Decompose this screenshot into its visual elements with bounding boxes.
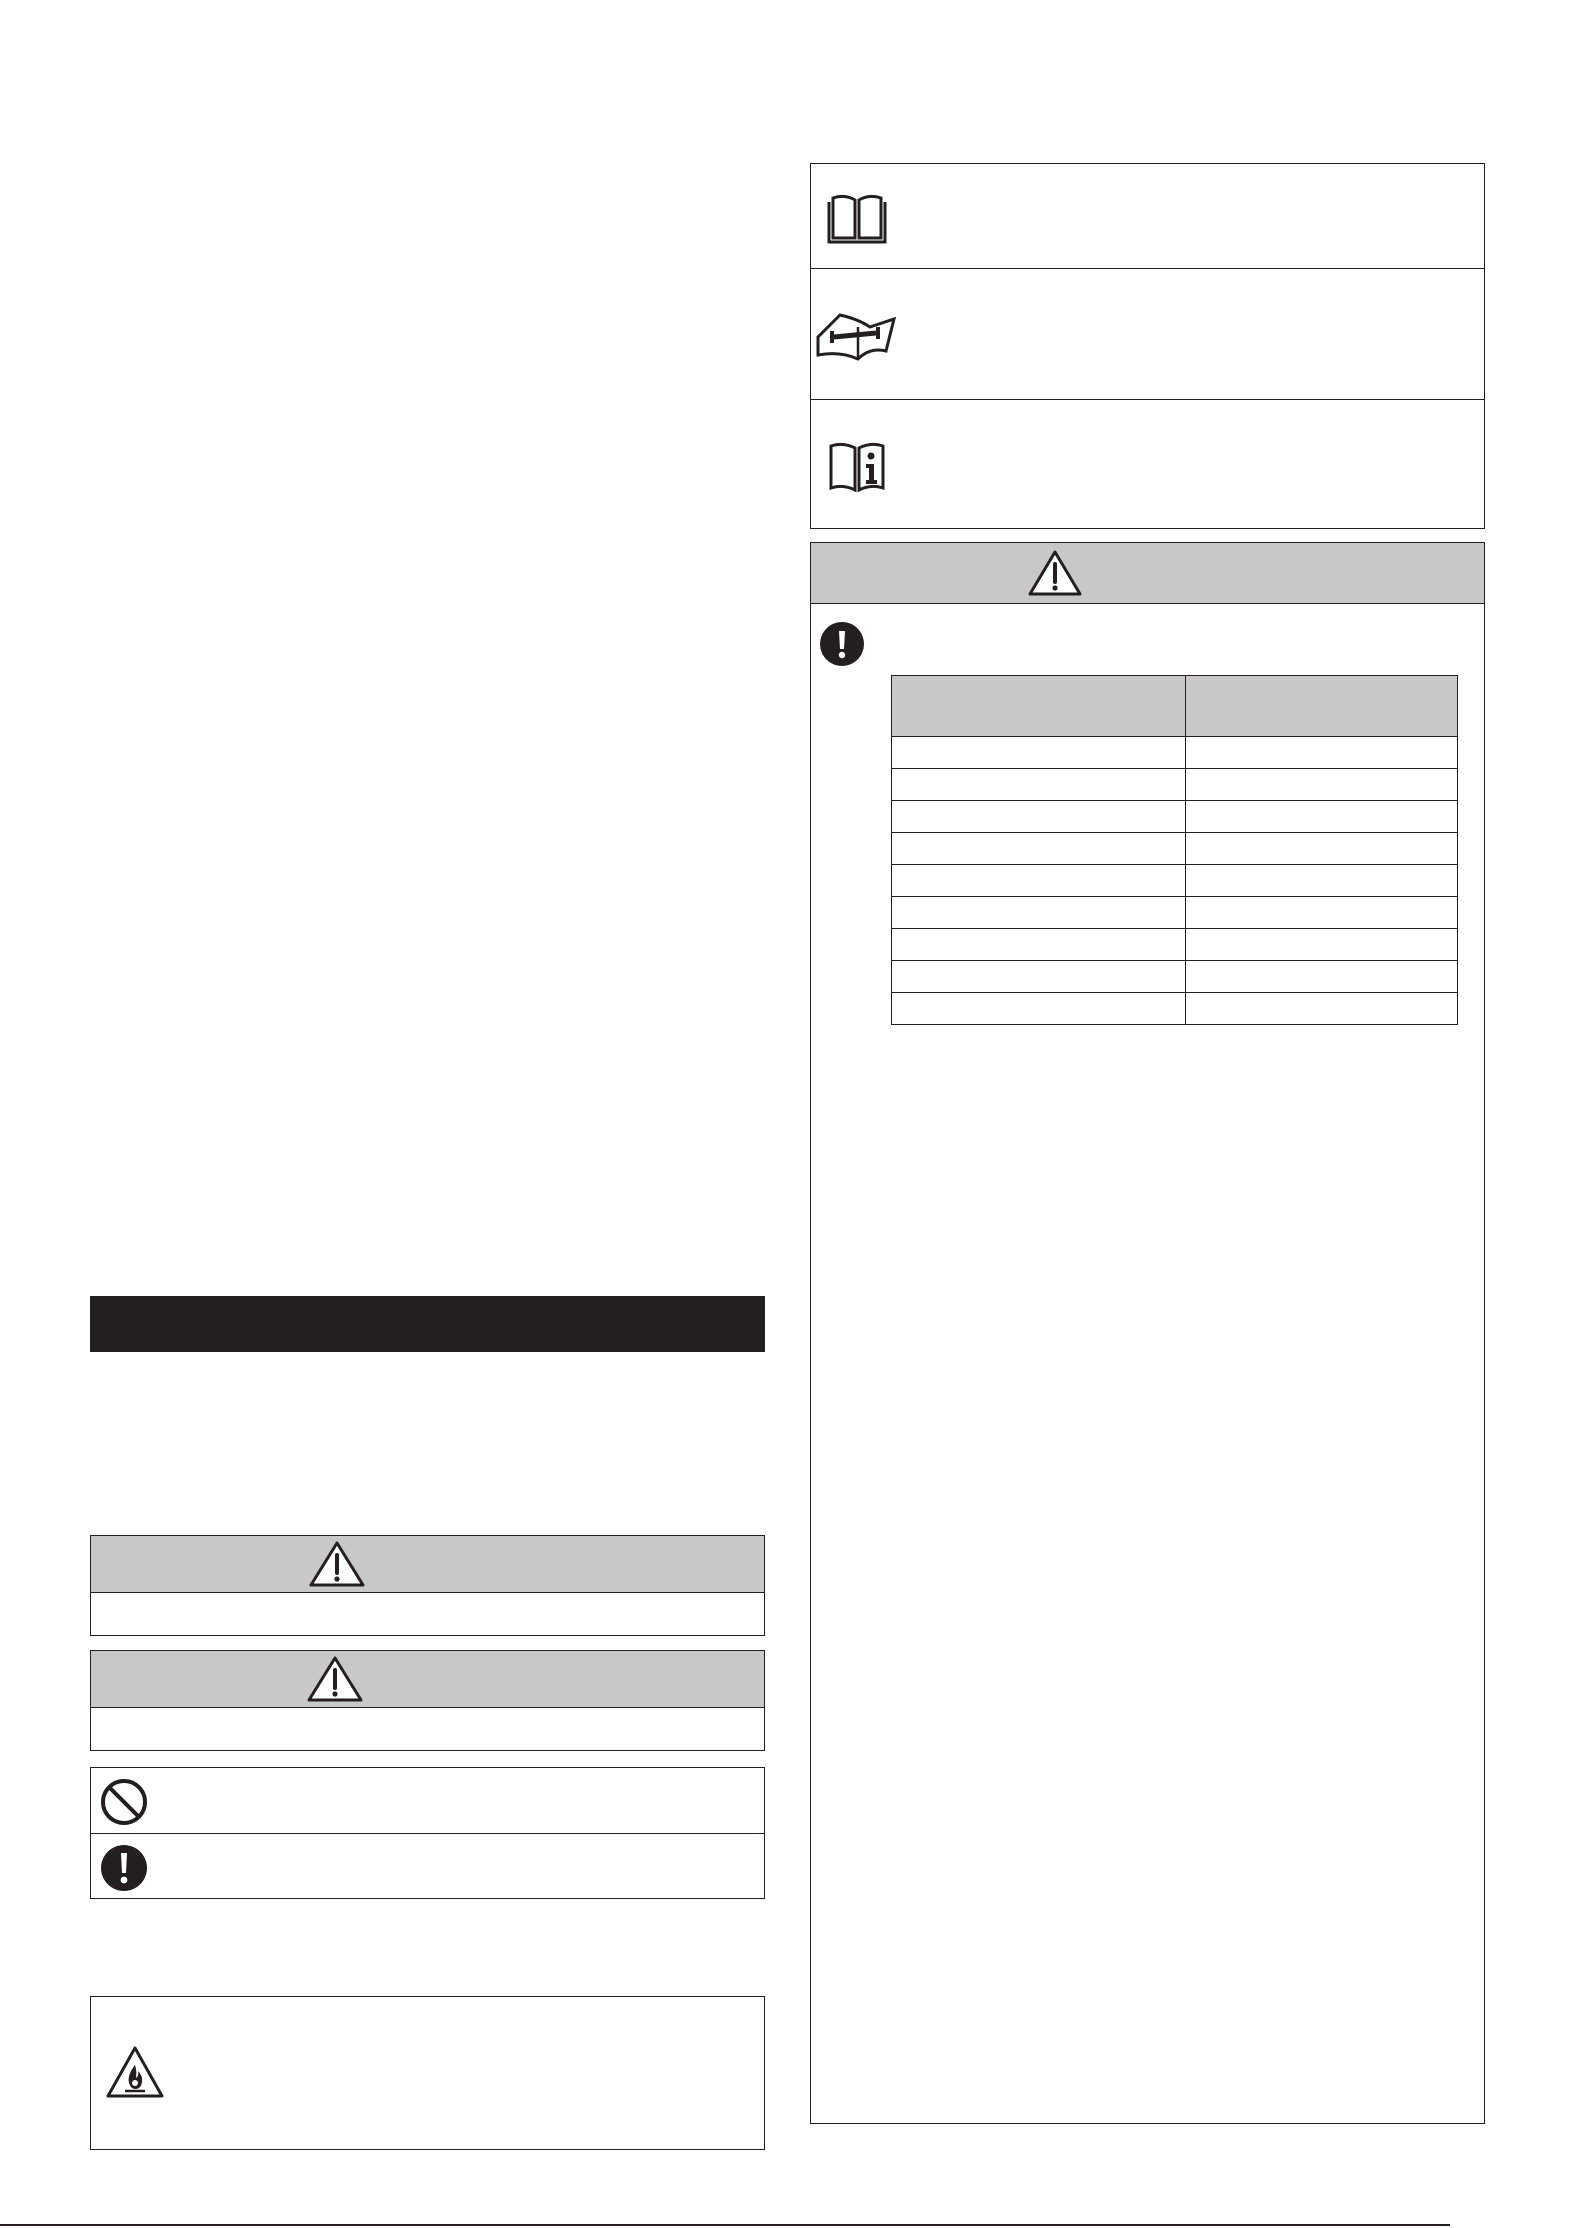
table-cell: [892, 833, 1186, 865]
table-cell: [892, 929, 1186, 961]
table-cell: [892, 769, 1186, 801]
table-row: [892, 993, 1458, 1025]
warning-triangle-icon: [1028, 549, 1082, 597]
table-cell: [892, 737, 1186, 769]
manual-legend-row: [811, 269, 1484, 400]
table-row: [892, 929, 1458, 961]
page-footer-rule: [0, 2224, 1450, 2226]
table-row: [892, 897, 1458, 929]
warning-box-header: [91, 1536, 764, 1593]
table-header-row: [892, 676, 1458, 737]
prohibition-icon: [99, 1777, 149, 1827]
warning-box-header: [91, 1651, 764, 1708]
table-cell: [892, 897, 1186, 929]
flammable-material-icon: [105, 2045, 165, 2099]
warning-box: [90, 1535, 765, 1636]
table-cell: [1186, 929, 1458, 961]
manual-symbols-legend: [810, 163, 1485, 529]
table-cell: [1186, 833, 1458, 865]
table-row: [892, 961, 1458, 993]
table-row: [892, 769, 1458, 801]
table-cell: [1186, 801, 1458, 833]
table-row: [892, 737, 1458, 769]
warning-box: [90, 1650, 765, 1751]
table-row: [892, 833, 1458, 865]
table-cell: [892, 993, 1186, 1025]
information-manual-icon: [827, 440, 887, 494]
caution-panel-header: [811, 543, 1484, 604]
symbol-legend-row: [91, 1833, 764, 1899]
table-cell: [1186, 769, 1458, 801]
symbol-legend-row: [91, 1768, 764, 1833]
symbol-legend-box: [90, 1767, 765, 1899]
warning-triangle-icon: [309, 1540, 365, 1588]
table-header-cell: [892, 676, 1186, 737]
warning-triangle-icon: [307, 1655, 363, 1703]
table-cell: [1186, 737, 1458, 769]
table-cell: [892, 865, 1186, 897]
specification-table: [891, 675, 1458, 1025]
mandatory-action-icon: [819, 621, 865, 667]
read-manual-icon: [827, 192, 887, 246]
table-cell: [892, 961, 1186, 993]
table-header-cell: [1186, 676, 1458, 737]
warning-box-body: [91, 1708, 764, 1750]
table-cell: [1186, 961, 1458, 993]
table-cell: [1186, 897, 1458, 929]
service-manual-icon: [814, 311, 896, 363]
manual-legend-row: [811, 400, 1484, 530]
manual-legend-row: [811, 164, 1484, 269]
section-heading-bar: [90, 1296, 765, 1352]
table-cell: [1186, 993, 1458, 1025]
table-row: [892, 801, 1458, 833]
caution-panel: [810, 542, 1485, 2124]
table-cell: [1186, 865, 1458, 897]
table-cell: [892, 801, 1186, 833]
table-row: [892, 865, 1458, 897]
flammable-refrigerant-notice: [90, 1996, 765, 2150]
mandatory-action-icon: [99, 1843, 149, 1893]
warning-box-body: [91, 1593, 764, 1635]
